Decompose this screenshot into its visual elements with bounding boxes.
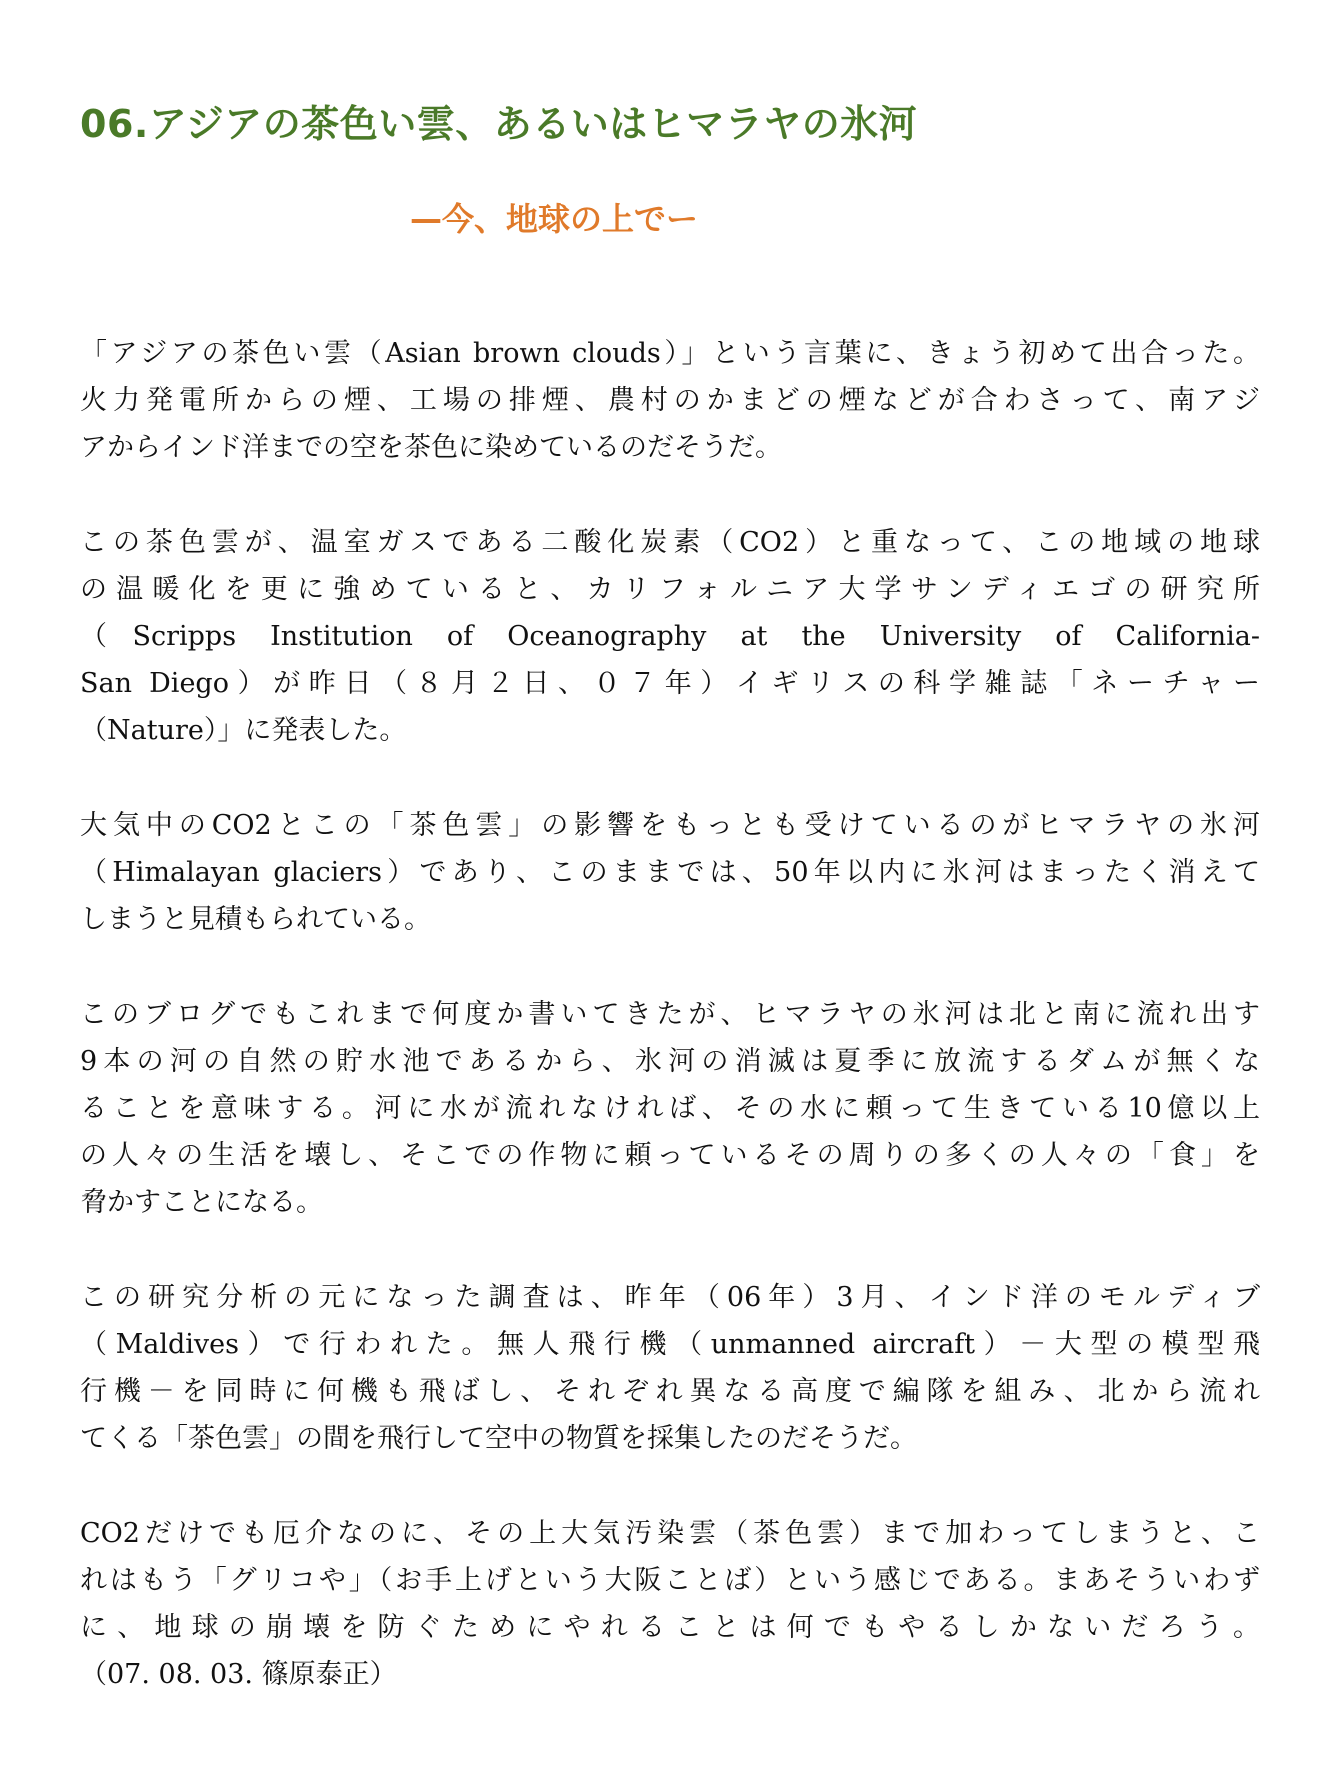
paragraph-line: 9本の河の自然の貯水池であるから、氷河の消滅は夏季に放流するダムが無くな bbox=[80, 1046, 1260, 1077]
paragraph-line: （Maldives）で行われた。無人飛行機（unmanned aircraft）－大型の模型飛 bbox=[80, 1329, 1260, 1360]
paragraph-line: 「アジアの茶色い雲（Asian brown clouds）」という言葉に、きょう初めて出合った。 bbox=[80, 338, 1260, 369]
paragraph-line: （07. 08. 03. 篠原泰正） bbox=[80, 1659, 397, 1690]
paragraph-line: 火力発電所からの煙、工場の排煙、農村のかまどの煙などが合わさって、南アジ bbox=[80, 385, 1260, 416]
page-subtitle: —今、地球の上でー bbox=[410, 200, 699, 238]
paragraph-line: に、地球の崩壊を防ぐためにやれることは何でもやるしかないだろう。 bbox=[80, 1612, 1260, 1643]
page-title: 06.アジアの茶色い雲、あるいはヒマラヤの氷河 bbox=[80, 102, 918, 146]
paragraph-line: 行機－を同時に何機も飛ばし、それぞれ異なる高度で編隊を組み、北から流れ bbox=[80, 1376, 1260, 1407]
article-paragraph bbox=[80, 330, 1260, 471]
article-paragraph bbox=[80, 519, 1260, 754]
paragraph-line: ることを意味する。河に水が流れなければ、その水に頼って生きている10億以上 bbox=[80, 1093, 1260, 1124]
paragraph-line: アからインド洋までの空を茶色に染めているのだそうだ。 bbox=[80, 432, 782, 463]
paragraph-line: しまうと見積もられている。 bbox=[80, 904, 431, 935]
article-paragraph bbox=[80, 1274, 1260, 1462]
paragraph-line: CO2だけでも厄介なのに、その上大気汚染雲（茶色雲）まで加わってしまうと、こ bbox=[80, 1518, 1260, 1549]
article-paragraph bbox=[80, 991, 1260, 1226]
article-body bbox=[80, 330, 1260, 1746]
paragraph-line: （Himalayan glaciers）であり、このままでは、50年以内に氷河はまったく消えて bbox=[80, 857, 1260, 888]
paragraph-line: の温暖化を更に強めていると、カリフォルニア大学サンディエゴの研究所 bbox=[80, 574, 1260, 605]
paragraph-line: この研究分析の元になった調査は、昨年（06年）3月、インド洋のモルディブ bbox=[80, 1282, 1260, 1313]
paragraph-line: San Diego）が昨日（８月２日、０７年）イギリスの科学雑誌「ネーチャー bbox=[80, 668, 1260, 699]
article-paragraph bbox=[80, 1510, 1260, 1698]
paragraph-line: （Nature）」に発表した。 bbox=[80, 715, 407, 746]
paragraph-line: （Scripps Institution of Oceanography at the University of California- bbox=[80, 621, 1260, 652]
paragraph-line: 脅かすことになる。 bbox=[80, 1187, 323, 1218]
article-paragraph bbox=[80, 802, 1260, 943]
paragraph-line: てくる「茶色雲」の間を飛行して空中の物質を採集したのだそうだ。 bbox=[80, 1423, 917, 1454]
paragraph-line: れはもう「グリコや」（お手上げという大阪ことば）という感じである。まあそういわず bbox=[80, 1565, 1260, 1596]
paragraph-line: このブログでもこれまで何度か書いてきたが、ヒマラヤの氷河は北と南に流れ出す bbox=[80, 999, 1260, 1030]
paragraph-line: の人々の生活を壊し、そこでの作物に頼っているその周りの多くの人々の「食」を bbox=[80, 1140, 1260, 1171]
paragraph-line: 大気中のCO2とこの「茶色雲」の影響をもっとも受けているのがヒマラヤの氷河 bbox=[80, 810, 1260, 841]
paragraph-line: この茶色雲が、温室ガスである二酸化炭素（CO2）と重なって、この地域の地球 bbox=[80, 527, 1260, 558]
